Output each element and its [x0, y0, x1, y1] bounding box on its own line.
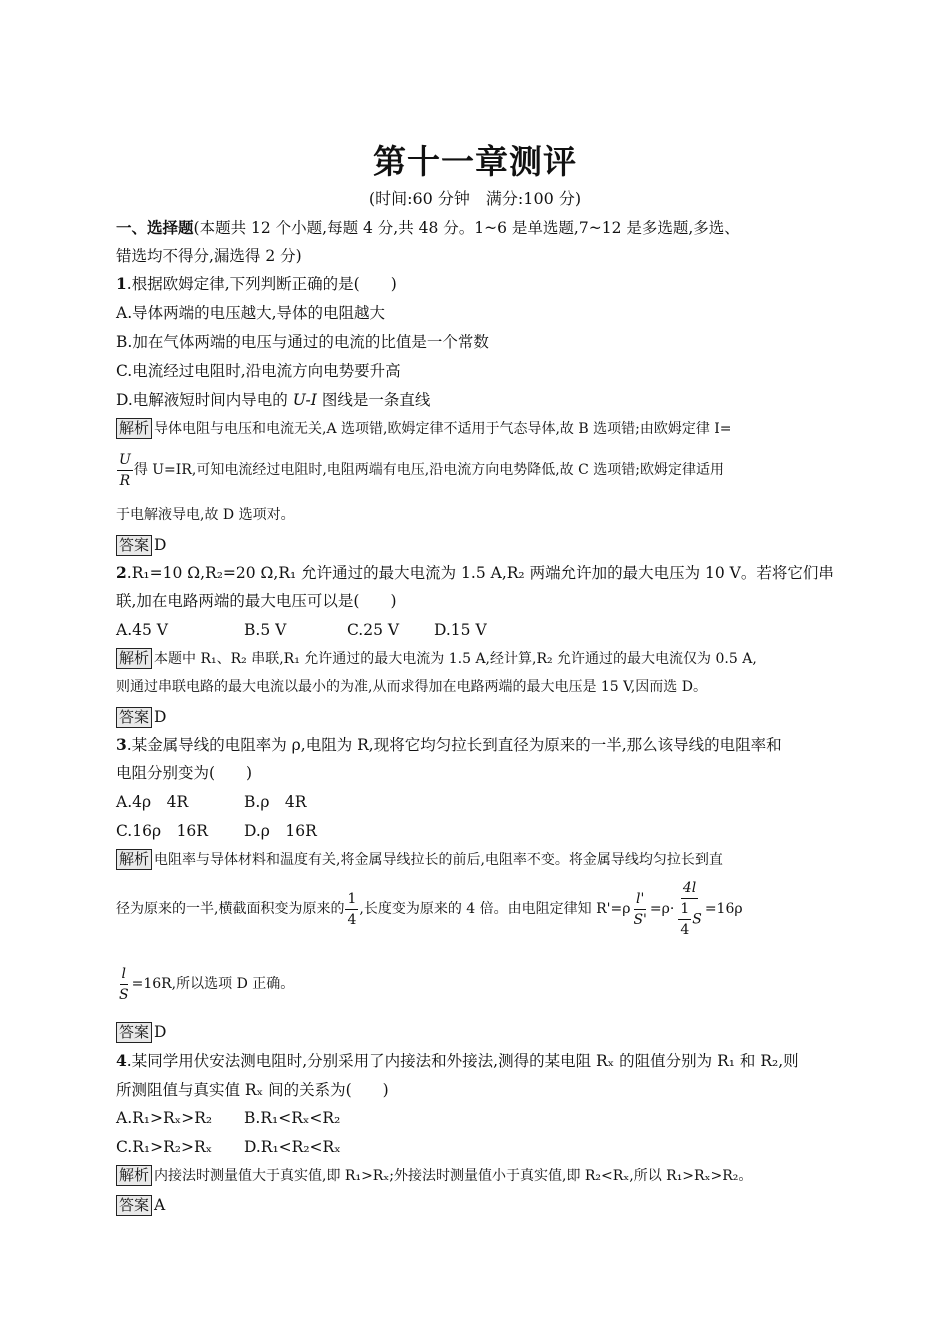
fraction-l-over-s-2: $\frac{l}{S}$ [119, 965, 129, 1003]
q1-analysis-line-2: $\frac{U}{R}$ 得 U=IR,可知电流经过电阻时,电阻两端有电压,沿电流方向电势降低,故 C 选项错;欧姆定律适用 [119, 451, 724, 489]
analysis-tag: 解析 [116, 849, 152, 870]
answer-tag: 答案 [116, 707, 152, 728]
q2-option-d: D.15 V [434, 621, 487, 639]
q3-stem-2: 电阻分别变为( ) [116, 764, 253, 782]
q2-analysis: 解析 本题中 R₁、R₂ 串联,R₁ 允许通过的最大电流为 1.5 A,经计算,R₂ 允许通过的最大电流仅为 0.5 A, [116, 646, 834, 672]
q2-answer: 答案 D [116, 704, 834, 730]
q2-option-b: B.5 V [244, 621, 287, 639]
q4-options-ab [116, 1105, 834, 1131]
q4-stem-2: 所测阻值与真实值 Rₓ 间的关系为( ) [116, 1081, 389, 1099]
q3-analysis-line-3: $\frac{l}{S}$ =16R,所以选项 D 正确。 [119, 965, 295, 1003]
q4-option-c: C.R₁>R₂>Rₓ [116, 1138, 213, 1156]
q3-option-d: D.ρ 16R [244, 822, 317, 840]
fraction-l-over-s: $\frac{l'}{S'}$ [633, 890, 647, 928]
q2-option-a: A.45 V [116, 621, 168, 639]
q4-options-cd [116, 1134, 834, 1160]
analysis-tag: 解析 [116, 1165, 152, 1186]
section-header [116, 215, 834, 241]
q2-stem: 2.R₁=10 Ω,R₂=20 Ω,R₁ 允许通过的最大电流为 1.5 A,R₂ 两端允许加的最大电压为 10 V。若将它们串 [116, 563, 834, 582]
page-title: 第十一章测评 [373, 142, 577, 181]
q1-option-b: B.加在气体两端的电压与通过的电流的比值是一个常数 [116, 333, 489, 351]
q1-option-a: A.导体两端的电压越大,导体的电阻越大 [116, 304, 386, 322]
q3-number: 3 [116, 735, 127, 754]
q4-number: 4 [116, 1051, 127, 1070]
q4-option-d: D.R₁<R₂<Rₓ [244, 1138, 341, 1156]
q2-options [116, 617, 834, 643]
q3-analysis: 解析 电阻率与导体材料和温度有关,将金属导线拉长的前后,电阻率不变。将金属导线均匀拉长到直 [116, 847, 834, 873]
q3-analysis-line-2: 径为原来的一半,横截面积变为原来的 $\frac{1}{4}$ ,长度变为原来的 4 倍。由电阻定律知 R'=ρ $\frac{l'}{S'}$ =ρ· 4l $\frac{1}{4}$ S =16ρ [116, 880, 743, 938]
q1-stem: 1.根据欧姆定律,下列判断正确的是( ) [116, 274, 397, 293]
q3-stem: 3.某金属导线的电阻率为 ρ,电阻为 R,现将它均匀拉长到直径为原来的一半,那么该导线的电阻率和 [116, 735, 782, 754]
q4-stem: 4.某同学用伏安法测电阻时,分别采用了内接法和外接法,测得的某电阻 Rₓ 的阻值分别为 R₁ 和 R₂,则 [116, 1051, 799, 1070]
q3-options-cd [116, 818, 834, 844]
q2-option-c: C.25 V [347, 621, 400, 639]
analysis-tag: 解析 [116, 418, 152, 439]
section-desc-2: 错选均不得分,漏选得 2 分) [116, 247, 302, 265]
q3-option-b: B.ρ 4R [244, 793, 307, 811]
q1-option-d: D.电解液短时间内导电的 U-I 图线是一条直线 [116, 391, 431, 409]
analysis-tag: 解析 [116, 648, 152, 669]
q4-option-b: B.R₁<Rₓ<R₂ [244, 1109, 341, 1127]
q2-analysis-line-2: 则通过串联电路的最大电流以最小的为准,从而求得加在电路两端的最大电压是 15 V,因而选 D。 [116, 679, 707, 695]
q3-options-ab [116, 789, 834, 815]
q2-stem-2: 联,加在电路两端的最大电压可以是( ) [116, 592, 397, 610]
q1-analysis: 解析 导体电阻与电压和电流无关,A 选项错,欧姆定律不适用于气态导体,故 B 选项错;由欧姆定律 I= [116, 416, 834, 442]
q1-option-c: C.电流经过电阻时,沿电流方向电势要升高 [116, 362, 401, 380]
exam-info: (时间:60 分钟 满分:100 分) [368, 189, 582, 208]
section-label: 一、选择题 [116, 219, 194, 237]
fraction-complex: 4l $\frac{1}{4}$ S [680, 880, 702, 938]
fraction-one-quarter: $\frac{1}{4}$ [347, 890, 357, 928]
fraction-u-over-r: $\frac{U}{R}$ [119, 451, 131, 489]
q3-answer: 答案 D [116, 1019, 834, 1045]
q1-answer: 答案 D [116, 532, 834, 558]
answer-tag: 答案 [116, 1195, 152, 1216]
q4-option-a: A.R₁>Rₓ>R₂ [116, 1109, 213, 1127]
q4-analysis: 解析 内接法时测量值大于真实值,即 R₁>Rₓ;外接法时测量值小于真实值,即 R₂<Rₓ,所以 R₁>Rₓ>R₂。 [116, 1163, 834, 1189]
q1-analysis-line-3: 于电解液导电,故 D 选项对。 [116, 507, 295, 523]
section-desc-1: (本题共 12 个小题,每题 4 分,共 48 分。1~6 是单选题,7~12 是多选题,多选、 [193, 219, 740, 237]
answer-tag: 答案 [116, 1022, 152, 1043]
q1-number: 1 [116, 274, 127, 293]
q3-option-a: A.4ρ 4R [116, 793, 189, 811]
fraction-inner-quarter: $\frac{1}{4}$ [680, 901, 690, 938]
q4-answer: 答案 A [116, 1192, 834, 1218]
answer-tag: 答案 [116, 535, 152, 556]
q3-option-c: C.16ρ 16R [116, 822, 208, 840]
q2-number: 2 [116, 563, 127, 582]
